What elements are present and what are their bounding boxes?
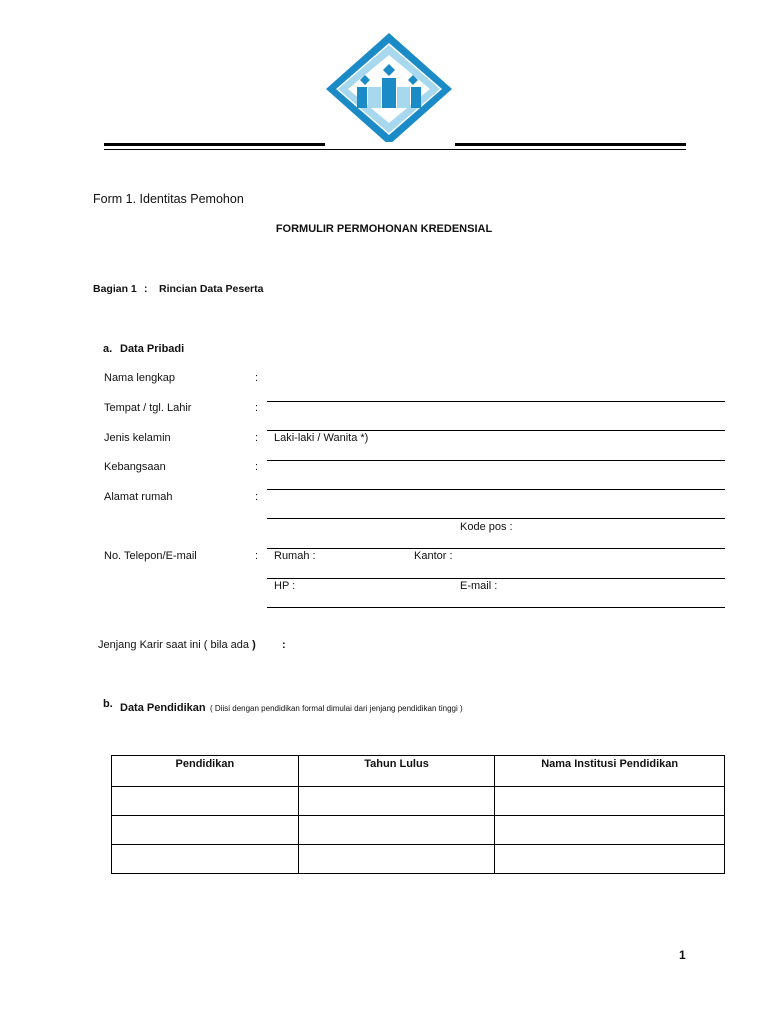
section-name: Rincian Data Peserta xyxy=(159,283,264,295)
career-label xyxy=(98,639,256,651)
career-colon: : xyxy=(282,639,286,651)
nationality-field[interactable] xyxy=(267,489,725,490)
section-label: Bagian 1 xyxy=(93,283,137,295)
field-colon: : xyxy=(255,550,259,562)
field-colon: : xyxy=(255,372,259,384)
column-header-graduation-year: Tahun Lulus xyxy=(298,756,495,787)
education-heading-line xyxy=(120,698,463,716)
form-label: Form 1. Identitas Pemohon xyxy=(93,192,244,206)
field-label-gender: Jenis kelamin xyxy=(104,432,171,444)
office-phone-label: Kantor : xyxy=(414,550,453,562)
field-colon: : xyxy=(255,491,259,503)
field-colon: : xyxy=(255,461,259,473)
table-cell[interactable] xyxy=(298,845,495,874)
education-table xyxy=(111,755,725,874)
column-header-education: Pendidikan xyxy=(112,756,299,787)
full-name-field[interactable] xyxy=(267,401,725,402)
hp-label: HP : xyxy=(274,580,296,592)
section-colon: : xyxy=(144,283,148,295)
table-cell[interactable] xyxy=(298,816,495,845)
career-label-text: Jenjang Karir saat ini ( bila ada xyxy=(98,639,250,651)
field-label-address: Alamat rumah xyxy=(104,491,173,503)
table-cell[interactable] xyxy=(495,845,725,874)
table-row xyxy=(112,845,725,874)
postal-code-field[interactable] xyxy=(267,548,725,549)
field-colon: : xyxy=(255,402,259,414)
birth-field[interactable] xyxy=(267,430,725,431)
gender-field[interactable] xyxy=(267,460,725,461)
table-cell[interactable] xyxy=(298,787,495,816)
field-colon: : xyxy=(255,432,259,444)
field-label-nationality: Kebangsaan xyxy=(104,461,166,473)
table-row xyxy=(112,787,725,816)
table-row xyxy=(112,816,725,845)
personal-heading-prefix: a. xyxy=(103,343,113,355)
form-title: FORMULIR PERMOHONAN KREDENSIAL xyxy=(275,223,493,235)
table-header-row xyxy=(112,756,725,787)
field-label-birth: Tempat / tgl. Lahir xyxy=(104,402,192,414)
career-paren: ) xyxy=(252,639,256,651)
email-field[interactable] xyxy=(267,607,725,608)
table-cell[interactable] xyxy=(112,845,299,874)
column-header-institution: Nama Institusi Pendidikan xyxy=(495,756,725,787)
address-field[interactable] xyxy=(267,518,725,519)
page-number: 1 xyxy=(679,948,686,962)
home-phone-label: Rumah : xyxy=(274,550,316,562)
education-note: ( Diisi dengan pendidikan formal dimulai dari jenjang pendidikan tinggi ) xyxy=(210,704,463,713)
gender-value[interactable]: Laki-laki / Wanita *) xyxy=(274,432,369,444)
email-label: E-mail : xyxy=(460,580,498,592)
education-heading: Data Pendidikan xyxy=(120,702,206,714)
field-label-full-name: Nama lengkap xyxy=(104,372,175,384)
phone-field[interactable] xyxy=(267,578,725,579)
table-cell[interactable] xyxy=(495,816,725,845)
organization-logo xyxy=(324,31,454,149)
education-heading-prefix: b. xyxy=(103,698,113,710)
table-cell[interactable] xyxy=(495,787,725,816)
personal-heading: Data Pribadi xyxy=(120,343,185,355)
table-cell[interactable] xyxy=(112,787,299,816)
table-cell[interactable] xyxy=(112,816,299,845)
field-label-phone: No. Telepon/E-mail xyxy=(104,550,197,562)
postal-code-label: Kode pos : xyxy=(460,521,513,533)
